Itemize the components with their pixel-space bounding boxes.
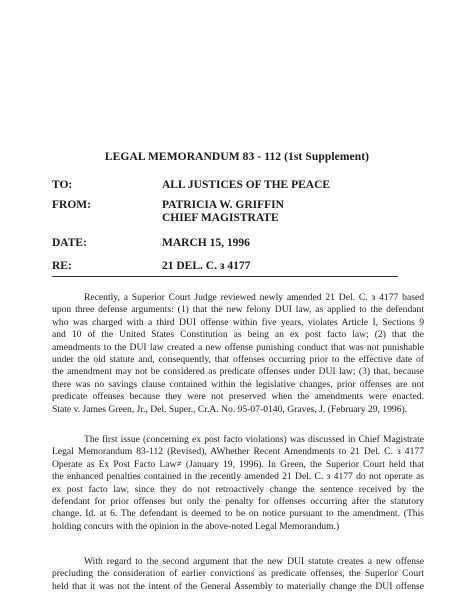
paragraph-1	[52, 292, 424, 416]
paragraph-3	[52, 556, 424, 593]
re-value: 21 DEL. C. з 4177	[162, 260, 251, 272]
paragraph-line: under the old statute and, consequently, that offenses occurring prior to the effective date of	[52, 353, 424, 365]
date-label: DATE:	[52, 237, 87, 249]
from-name: PATRICIA W. GRIFFIN	[162, 199, 284, 211]
paragraph-line: Legal Memorandum 83-112 (Revised), AWhether Recent Amendments to 21 Del. C. з 4177	[52, 446, 424, 458]
paragraph-line: predicate offenses because they were not preserved when the amendments were enacted.	[52, 391, 424, 403]
from-title: CHIEF MAGISTRATE	[162, 212, 279, 224]
memo-title: LEGAL MEMORANDUM 83 - 112 (1st Supplement)	[104, 151, 370, 163]
paragraph-line: Recently, a Superior Court Judge reviewed newly amended 21 Del. C. з 4177 based	[84, 292, 424, 303]
paragraph-line: With regard to the second argument that the new DUI statute creates a new offense	[84, 556, 424, 567]
paragraph-line: change. Id. at 6. The defendant is deemed to be on notice pursuant to the amendment. (This	[52, 508, 424, 520]
header-divider	[52, 276, 398, 277]
paragraph-line: defendant for prior offenses but only the penalty for offenses occurring after the statutory	[52, 495, 424, 507]
paragraph-line: amendments to the DUI law created a new offense punishing conduct that was not punishable	[52, 341, 424, 353]
to-label: TO:	[52, 179, 73, 191]
paragraph-line: the enhanced penalties contained in the recently amended 21 Del. C. з 4177 do not operate as	[52, 471, 424, 483]
paragraph-line: precluding the consideration of earlier convictions as predicate offenses, the Superior Court	[52, 568, 424, 580]
paragraph-line: holding concurs with the opinion in the above-noted Legal Memorandum.)	[52, 520, 340, 532]
paragraph-line: upon three defense arguments: (1) that the new felony DUI law, as applied to the defendant	[52, 304, 424, 316]
paragraph-2	[52, 434, 424, 533]
paragraph-line: ex post facto law, since they do not retroactively change the sentence received by the	[52, 483, 424, 495]
to-value: ALL JUSTICES OF THE PEACE	[162, 179, 331, 191]
paragraph-line: State v. James Green, Jr., Del. Super., Cr.A. No. 95-07-0140, Graves, J. (February 29, 1996).	[52, 403, 408, 415]
from-label: FROM:	[52, 199, 91, 211]
paragraph-line: and 10 of the United States Constitution as being an ex post facto law; (2) that the	[52, 329, 424, 341]
re-label: RE:	[52, 260, 72, 272]
paragraph-line: The first issue (concerning ex post facto violations) was discussed in Chief Magistrate	[84, 434, 424, 445]
paragraph-line: Operate as Ex Post Facto Law≠ (January 19, 1996). In Green, the Superior Court held that	[52, 458, 424, 470]
paragraph-line: who was charged with a third DUI offense within five years, violates Article I, Sections 9	[52, 316, 424, 328]
paragraph-line: there was no savings clause contained within the legislative changes, prior offenses are not	[52, 378, 424, 390]
paragraph-line: held that it was not the intent of the General Assembly to materially change the DUI offense	[52, 580, 424, 592]
date-value: MARCH 15, 1996	[162, 237, 250, 249]
paragraph-line: the amendment may not be considered as predicate offenses under DUI law; (3) that, because	[52, 366, 424, 378]
